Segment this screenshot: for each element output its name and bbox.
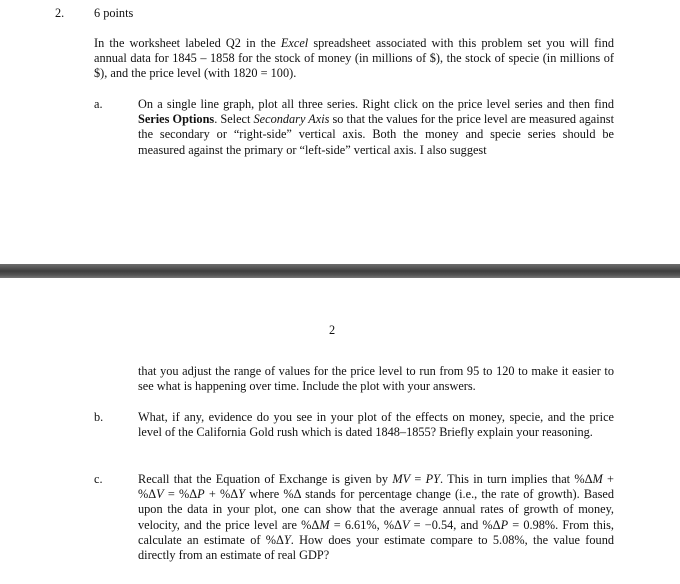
part-a-label: a. [94,97,103,111]
part-b-text: What, if any, evidence do you see in your plot of the effects on money, specie, and the price level of the California Gold rush which is dated 1848–1855? Briefly explain your reasoning. [138,410,614,440]
problem-number: 2. [55,6,65,20]
document-page-1 [0,0,680,264]
part-c-text: Recall that the Equation of Exchange is given by MV = PY. This in turn implies that %ΔM + %ΔV = %ΔP + %ΔY where %Δ stands for percentage change (i.e., the rate of growth). Based upon the data in your plot, one can show that the average annual rates of growth of money, velocity, and the price level are %ΔM = 6.61%, %ΔV = −0.54, and %ΔP = 0.98%. From this, calculate an estimate of %ΔY. How does your estimate compare to 5.08%, the value found directly from an estimate of real GDP? [138,472,615,563]
part-a-text: On a single line graph, plot all three series. Right click on the price level series and then find Series Options. Select Secondary Axis so that the values for the price level are measured against the secondary or “right-side” vertical axis. Both the money and specie series should be measured against the primary or “left-side” vertical axis. I also suggest [138,97,614,157]
document-page-2 [0,278,680,584]
problem-points: 6 points [94,6,134,20]
problem-intro: In the worksheet labeled Q2 in the Excel spreadsheet associated with this problem set you will find annual data for 1845 – 1858 for the stock of money (in millions of $), the stock of specie (in millions of $), and the price level (with 1820 = 100). [94,36,614,81]
part-c-label: c. [94,472,103,486]
part-a-continued-text: that you adjust the range of values for the price level to run from 95 to 120 to make it easier to see what is happening over time. Include the plot with your answers. [138,364,614,394]
part-b-label: b. [94,410,104,424]
page-number: 2 [329,323,336,337]
page-break-divider [0,264,680,278]
